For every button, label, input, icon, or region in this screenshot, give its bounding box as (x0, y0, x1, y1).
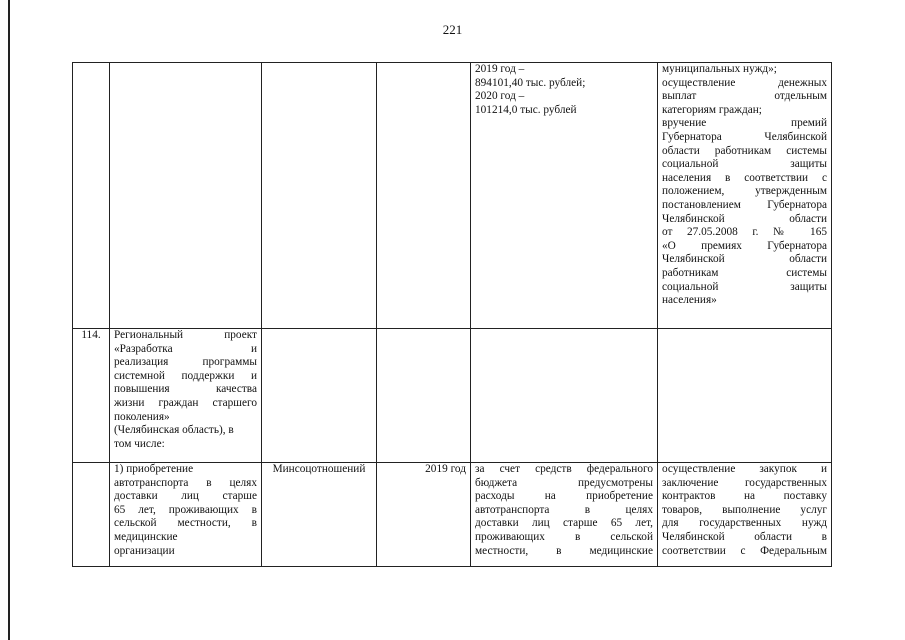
page-number: 221 (442, 22, 463, 37)
result-line: заключение государственных (662, 476, 827, 489)
event-line: сельской местности, в (114, 517, 257, 530)
cell-result-empty (658, 329, 832, 463)
result-line: от 27.05.2008 г. № 165 (662, 226, 827, 239)
row-number: 114. (73, 329, 110, 463)
cell-number-empty (73, 463, 110, 567)
cell-number-empty (73, 63, 110, 329)
cell-period: 2019 год (377, 463, 471, 567)
cell-event-empty (110, 63, 262, 329)
page-edge-line (8, 0, 10, 640)
result-line: муниципальных нужд»; (662, 63, 777, 75)
funding-line: местности, в медицинские (475, 544, 653, 557)
result-line: положением, утвержденным (662, 185, 827, 198)
result-line: Губернатора Челябинской (662, 130, 827, 143)
result-line: социальной защиты (662, 280, 827, 293)
cell-project-title (110, 329, 262, 463)
table-row-sub-item-1 (73, 463, 832, 567)
table-row-114 (73, 329, 832, 463)
result-line: населения» (662, 294, 717, 307)
funding-line: 2020 год – (475, 90, 525, 103)
project-title-line: (Челябинская область), в (114, 424, 234, 437)
event-line: медицинские (114, 530, 178, 543)
funding-line: проживающих в сельской (475, 530, 653, 543)
cell-executor-empty (262, 329, 377, 463)
table-row-continued (73, 63, 832, 329)
project-title-line: повышения качества (114, 383, 257, 396)
result-line: осуществление закупок и (662, 463, 827, 475)
project-title-line: жизни граждан старшего (114, 396, 257, 409)
project-title-line: «Разработка и (114, 342, 257, 355)
result-line: контрактов на поставку (662, 490, 827, 503)
result-line: осуществление денежных (662, 76, 827, 89)
funding-line: бюджета предусмотрены (475, 476, 653, 489)
event-line: 65 лет, проживающих в (114, 503, 257, 516)
cell-result (658, 63, 832, 329)
event-line: доставки лиц старше (114, 490, 257, 503)
funding-line: за счет средств федерального (475, 463, 653, 475)
cell-period-empty (377, 329, 471, 463)
cell-event (110, 463, 262, 567)
result-line: населения в соответствии с (662, 171, 827, 184)
cell-funding (471, 463, 658, 567)
result-line: для государственных нужд (662, 517, 827, 530)
result-line: социальной защиты (662, 158, 827, 171)
result-line: Челябинской области (662, 212, 827, 225)
funding-line: 2019 год – (475, 63, 525, 75)
program-table (72, 62, 832, 567)
result-line: «О премиях Губернатора (662, 239, 827, 252)
event-line: 1) приобретение (114, 463, 194, 475)
result-line: товаров, выполнение услуг (662, 503, 827, 516)
event-line: автотранспорта в целях (114, 476, 257, 489)
funding-line: автотранспорта в целях (475, 503, 653, 516)
cell-funding (471, 63, 658, 329)
cell-result (658, 463, 832, 567)
result-line: постановлением Губернатора (662, 198, 827, 211)
result-line: соответствии с Федеральным (662, 544, 827, 557)
project-title-line: Региональный проект (114, 329, 257, 341)
result-line: работникам системы (662, 266, 827, 279)
funding-line: расходы на приобретение (475, 490, 653, 503)
result-line: области работникам системы (662, 144, 827, 157)
cell-period-empty (377, 63, 471, 329)
result-line: Челябинской области (662, 253, 827, 266)
funding-line: 894101,40 тыс. рублей; (475, 76, 586, 89)
result-line: вручение премий (662, 117, 827, 130)
project-title-line: реализация программы (114, 356, 257, 369)
funding-line: доставки лиц старше 65 лет, (475, 517, 653, 530)
funding-line: 101214,0 тыс. рублей (475, 103, 577, 116)
cell-funding-empty (471, 329, 658, 463)
result-line: категориям граждан; (662, 103, 762, 116)
cell-executor-empty (262, 63, 377, 329)
project-title-line: поколения» (114, 410, 170, 423)
project-title-line: системной поддержки и (114, 369, 257, 382)
result-line: Челябинской области в (662, 530, 827, 543)
event-line: организации (114, 544, 175, 557)
project-title-line: том числе: (114, 437, 165, 450)
cell-executor: Минсоцотношений (262, 463, 377, 567)
result-line: выплат отдельным (662, 90, 827, 103)
